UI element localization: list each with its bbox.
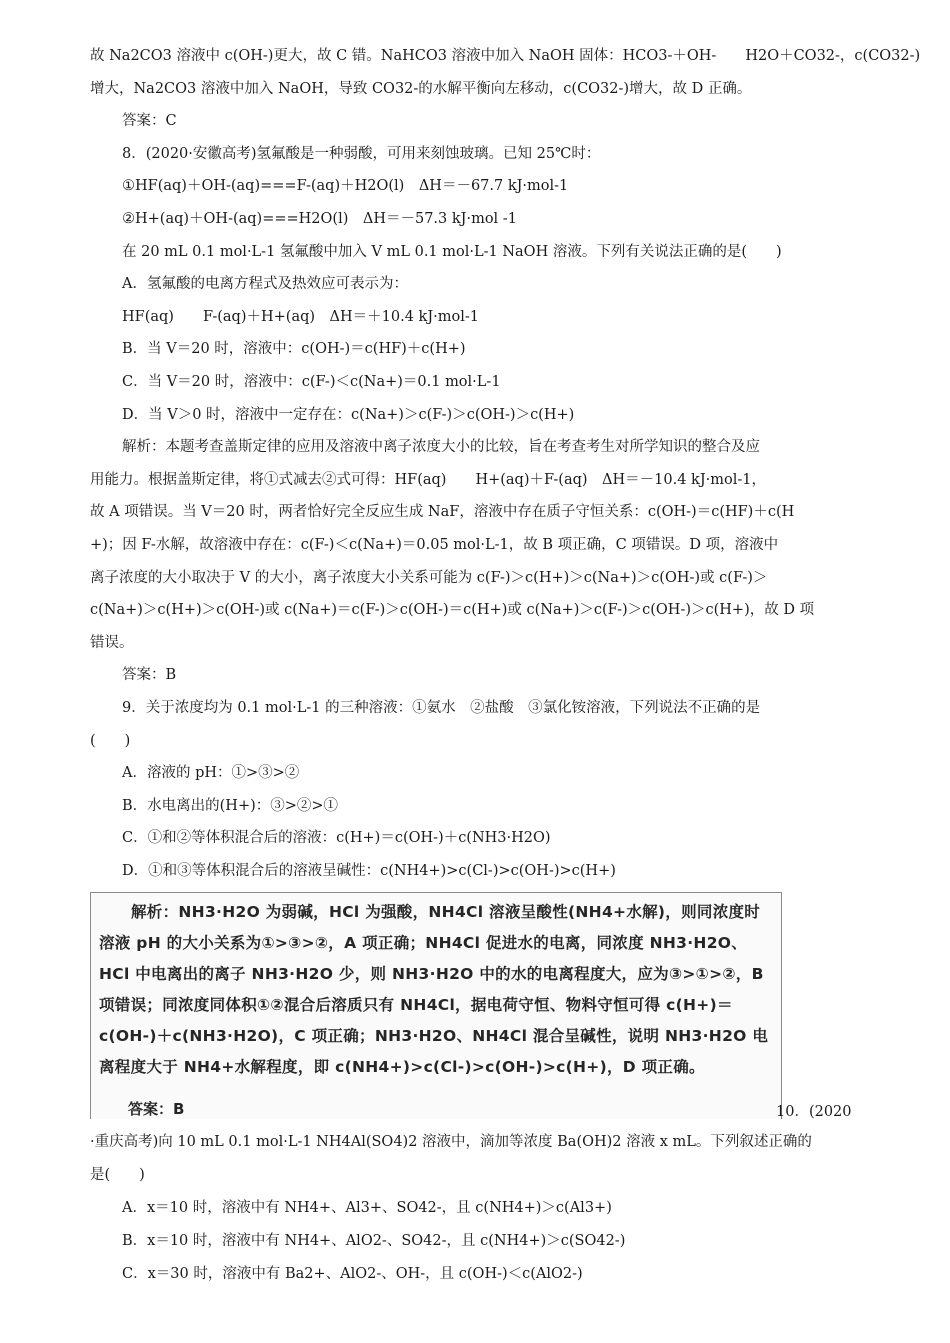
text-line: D．①和③等体积混合后的溶液呈碱性：c(NH4+)>c(Cl-)>c(OH-)>c(H+) bbox=[122, 863, 616, 879]
text-line: c(Na+)＞c(H+)＞c(OH-)或 c(Na+)＝c(F-)＞c(OH-)＝c(H+)或 c(Na+)＞c(F-)＞c(OH-)＞c(H+)，故 D 项 bbox=[90, 602, 815, 619]
text-line: B．水电离出的(H+)：③>②>① bbox=[122, 797, 339, 814]
text-line: 增大，Na2CO3 溶液中加入 NaOH，导致 CO32-的水解平衡向左移动，c(CO32-)增大，故 D 正确。 bbox=[90, 80, 752, 97]
text-line: 故 Na2CO3 溶液中 c(OH-)更大，故 C 错。NaHCO3 溶液中加入 NaOH 固体：HCO3-＋OH- H2O＋CO32-，c(CO32-) bbox=[90, 48, 921, 64]
text-line: 用能力。根据盖斯定律，将①式减去②式可得：HF(aq) H+(aq)＋F-(aq) ΔH＝－10.4 kJ·mol-1， bbox=[90, 471, 766, 488]
analysis-answer: 答案：B bbox=[128, 1100, 185, 1118]
text-line: 在 20 mL 0.1 mol·L-1 氢氟酸中加入 V mL 0.1 mol·L-1 NaOH 溶液。下列有关说法正确的是( ) bbox=[122, 243, 782, 260]
question-10-number: 10．(2020 bbox=[776, 1104, 852, 1120]
text-line: A．x＝10 时，溶液中有 NH4+、Al3+、SO42-，且 c(NH4+)＞c(Al3+) bbox=[122, 1200, 612, 1216]
text-line: 离子浓度的大小取决于 V 的大小，离子浓度大小关系可能为 c(F-)＞c(H+)＞c(Na+)＞c(OH-)或 c(F-)＞ bbox=[90, 569, 768, 586]
analysis-image-box bbox=[90, 892, 782, 1119]
text-line: 9．关于浓度均为 0.1 mol·L-1 的三种溶液：①氨水 ②盐酸 ③氯化铵溶液，下列说法不正确的是 bbox=[122, 700, 761, 716]
text-line: C．①和②等体积混合后的溶液：c(H+)＝c(OH-)＋c(NH3·H2O) bbox=[122, 830, 551, 847]
text-line: C．当 V＝20 时，溶液中：c(F-)＜c(Na+)＝0.1 mol·L-1 bbox=[122, 374, 501, 390]
text-line: B．当 V＝20 时，溶液中：c(OH-)＝c(HF)＋c(H+) bbox=[122, 341, 466, 358]
text-line: 解析：本题考查盖斯定律的应用及溶液中离子浓度大小的比较，旨在考查考生对所学知识的整合及应 bbox=[122, 439, 760, 456]
analysis-text: 解析：NH3·H2O 为弱碱，HCl 为强酸，NH4Cl 溶液呈酸性(NH4+水解)，则同浓度时溶液 pH 的大小关系为①>③>②，A 项正确；NH4Cl 促进水的电离，同浓度 NH3·H2O、HCl 中电离出的离子 NH3·H2O 少，则 NH3·H2O 中的水的电离程度大，应为③>①>②，B 项错误；同浓度同体积①②混合后溶质只有 NH4Cl，据电荷守恒、物料守恒可得 c(H+)＝c(OH-)＋c(NH3·H2O)，C 项正确；NH3·H2O、NH4Cl 混合呈碱性，说明 NH3·H2O 电离程度大于 NH4+水解程度，即 c(NH4+)>c(Cl-)>c(OH-)>c(H+)，D 项正确。 bbox=[99, 903, 769, 1076]
text-line: 故 A 项错误。当 V＝20 时，两者恰好完全反应生成 NaF，溶液中存在质子守恒关系：c(OH-)＝c(HF)＋c(H bbox=[90, 504, 795, 521]
analysis-paragraph bbox=[99, 897, 771, 1083]
text-line: 答案：B bbox=[122, 667, 177, 684]
text-line: ②H+(aq)＋OH-(aq)===H2O(l) ΔH＝－57.3 kJ·mol -1 bbox=[122, 211, 517, 227]
text-line: ①HF(aq)＋OH-(aq)===F-(aq)＋H2O(l) ΔH＝－67.7 kJ·mol-1 bbox=[122, 178, 569, 195]
text-line: +)；因 F-水解，故溶液中存在：c(F-)＜c(Na+)＝0.05 mol·L-1，故 B 项正确，C 项错误。D 项，溶液中 bbox=[90, 537, 779, 553]
text-line: 答案：C bbox=[122, 113, 177, 130]
text-line: A．溶液的 pH：①>③>② bbox=[122, 765, 300, 782]
text-line: C．x＝30 时，溶液中有 Ba2+、AlO2-、OH-，且 c(OH-)＜c(AlO2-) bbox=[122, 1266, 583, 1282]
text-line: D．当 V＞0 时，溶液中一定存在：c(Na+)＞c(F-)＞c(OH-)＞c(H+) bbox=[122, 406, 575, 423]
text-line: 8．(2020·安徽高考)氢氟酸是一种弱酸，可用来刻蚀玻璃。已知 25℃时： bbox=[122, 145, 601, 162]
text-line: ·重庆高考)向 10 mL 0.1 mol·L-1 NH4Al(SO4)2 溶液中，滴加等浓度 Ba(OH)2 溶液 x mL。下列叙述正确的 bbox=[90, 1134, 812, 1150]
text-line: ( ) bbox=[90, 732, 131, 749]
text-line: 是( ) bbox=[90, 1167, 145, 1183]
text-line: 错误。 bbox=[90, 634, 134, 651]
text-line: B．x＝10 时，溶液中有 NH4+、AlO2-、SO42-，且 c(NH4+)＞c(SO42-) bbox=[122, 1233, 626, 1249]
text-line: A．氢氟酸的电离方程式及热效应可表示为： bbox=[122, 276, 408, 293]
text-line: HF(aq) F-(aq)＋H+(aq) ΔH＝＋10.4 kJ·mol-1 bbox=[122, 308, 479, 325]
